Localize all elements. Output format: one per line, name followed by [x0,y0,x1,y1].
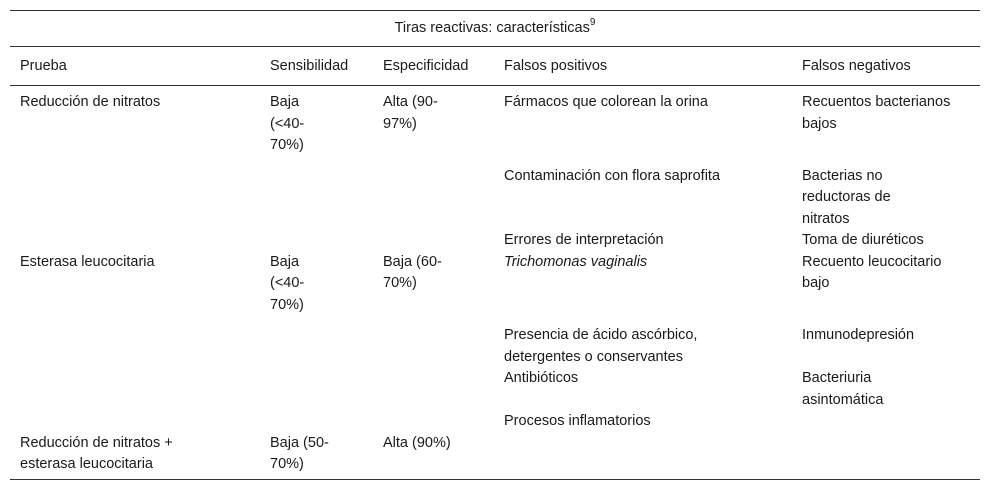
cell-sensibilidad [260,157,373,231]
characteristics-table [10,10,980,480]
header-prueba: Prueba [10,46,260,86]
cell-especificidad [373,157,494,231]
table-row [10,316,980,368]
cell-falsos-positivos: Fármacos que colorean la orina [504,94,708,110]
cell-sensibilidad: Baja (<40-70%) [270,94,305,153]
cell-especificidad: Baja (60-70%) [383,253,442,291]
cell-especificidad [373,230,494,252]
cell-falsos-negativos: Recuento leucocitario bajo [802,253,942,291]
table-title: Tiras reactivas: características [394,20,590,36]
cell-falsos-positivos: Trichomonas vaginalis [504,253,648,270]
cell-prueba: Reducción de nitratos + esterasa leucocitaria [10,433,260,480]
cell-falsos-positivos: Presencia de ácido ascórbico, detergentes o conservantes [504,327,698,365]
table-row [10,433,980,480]
cell-prueba [10,157,260,231]
table-row [10,86,980,157]
cell-especificidad: Alta (90%) [373,433,494,480]
cell-especificidad: Alta (90-97%) [383,94,438,132]
cell-especificidad [373,411,494,433]
table-row [10,230,980,252]
cell-sensibilidad [260,230,373,252]
cell-falsos-positivos: Antibióticos [504,370,579,386]
cell-falsos-positivos: Errores de interpretación [504,232,664,248]
cell-falsos-positivos: Contaminación con flora saprofita [504,167,721,184]
table-caption-row [10,11,980,47]
cell-falsos-negativos: Toma de diuréticos [802,232,924,248]
header-especificidad: Especificidad [373,46,494,86]
header-sensibilidad: Sensibilidad [260,46,373,86]
cell-prueba: Reducción de nitratos [20,94,161,110]
table-row [10,411,980,433]
table-row [10,368,980,411]
table-container [10,10,980,480]
cell-prueba [10,368,260,411]
cell-prueba [10,316,260,368]
cell-sensibilidad [260,368,373,411]
cell-sensibilidad: Baja (50-70%) [260,433,373,480]
cell-falsos-negativos: Recuentos bacterianos bajos [802,94,951,132]
cell-especificidad [373,368,494,411]
cell-falsos-positivos: Procesos inflamatorios [504,413,651,429]
cell-falsos-negativos: Bacterias no reductoras de nitratos [802,167,891,227]
header-falsos-positivos: Falsos positivos [494,46,792,86]
cell-falsos-negativos: Inmunodepresión [802,327,915,343]
cell-falsos-negativos [792,411,980,433]
cell-sensibilidad [260,316,373,368]
cell-sensibilidad: Baja (<40-70%) [270,253,305,313]
cell-prueba [10,230,260,252]
cell-falsos-negativos [792,433,980,480]
header-falsos-negativos: Falsos negativos [792,46,980,86]
table-row [10,252,980,317]
title-reference: 9 [589,17,596,29]
header-row [10,46,980,86]
cell-falsos-negativos: Bacteriuria asintomática [802,370,884,408]
cell-falsos-positivos [494,433,792,480]
cell-especificidad [373,316,494,368]
cell-prueba [10,411,260,433]
table-row [10,157,980,231]
cell-prueba: Esterasa leucocitaria [20,253,155,270]
cell-sensibilidad [260,411,373,433]
table-caption [10,11,980,47]
